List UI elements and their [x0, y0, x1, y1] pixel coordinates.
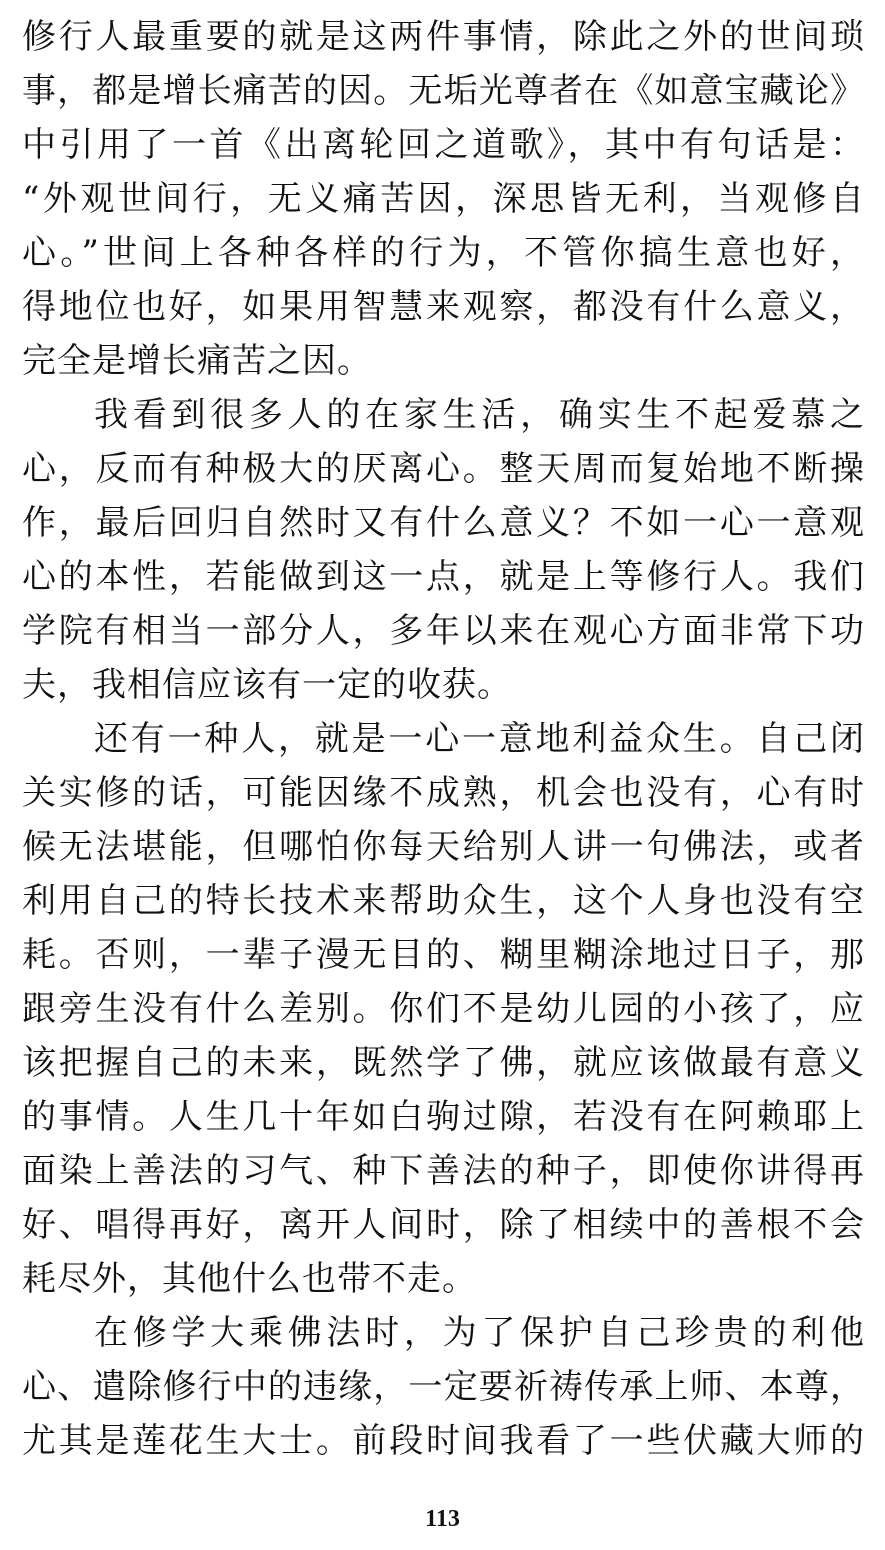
- text-line: 好、唱得再好，离开人间时，除了相续中的善根不会: [22, 1205, 865, 1245]
- paragraph-3: [22, 712, 865, 1306]
- text-line: 的事情。人生几十年如白驹过隙，若没有在阿赖耶上: [22, 1097, 865, 1137]
- text-line: 心、遣除修行中的违缘，一定要祈祷传承上师、本尊，: [22, 1367, 865, 1407]
- text-line: 得地位也好，如果用智慧来观察，都没有什么意义，: [22, 287, 865, 327]
- text-line: 修行人最重要的就是这两件事情，除此之外的世间琐: [22, 17, 865, 57]
- text-line: 中引用了一首《出离轮回之道歌》，其中有句话是：: [22, 125, 865, 165]
- paragraph-2: [22, 388, 865, 712]
- text-line: 该把握自己的未来，既然学了佛，就应该做最有意义: [22, 1043, 865, 1083]
- text-line: 夫，我相信应该有一定的收获。: [22, 665, 512, 705]
- text-line: 心的本性，若能做到这一点，就是上等修行人。我们: [22, 557, 865, 597]
- paragraph-4: [22, 1306, 865, 1468]
- text-line: 作，最后回归自然时又有什么意义？不如一心一意观: [22, 503, 865, 543]
- text-line: “外观世间行，无义痛苦因，深思皆无利，当观修自: [22, 179, 865, 219]
- text-line: 心，反而有种极大的厌离心。整天周而复始地不断操: [22, 449, 865, 489]
- text-line: 候无法堪能，但哪怕你每天给别人讲一句佛法，或者: [22, 827, 865, 867]
- text-line: 完全是增长痛苦之因。: [22, 341, 372, 381]
- text-line: 耗尽外，其他什么也带不走。: [22, 1259, 477, 1299]
- text-line: 还有一种人，就是一心一意地利益众生。自己闭: [94, 719, 865, 759]
- text-line: 跟旁生没有什么差别。你们不是幼儿园的小孩了，应: [22, 989, 865, 1029]
- page-number: 113: [425, 1506, 460, 1532]
- text-line: 我看到很多人的在家生活，确实生不起爱慕之: [94, 395, 865, 435]
- text-line: 心。”世间上各种各样的行为，不管你搞生意也好，: [22, 233, 865, 273]
- text-line: 关实修的话，可能因缘不成熟，机会也没有，心有时: [22, 773, 865, 813]
- text-line: 在修学大乘佛法时，为了保护自己珍贵的利他: [94, 1313, 865, 1353]
- paragraph-1: [22, 10, 865, 388]
- text-line: 利用自己的特长技术来帮助众生，这个人身也没有空: [22, 881, 865, 921]
- text-line: 耗。否则，一辈子漫无目的、糊里糊涂地过日子，那: [22, 935, 865, 975]
- text-line: 学院有相当一部分人，多年以来在观心方面非常下功: [22, 611, 865, 651]
- text-line: 尤其是莲花生大士。前段时间我看了一些伏藏大师的: [22, 1421, 865, 1461]
- text-line: 面染上善法的习气、种下善法的种子，即使你讲得再: [22, 1151, 865, 1191]
- page-body: [22, 10, 865, 1468]
- text-line: 事，都是增长痛苦的因。无垢光尊者在《如意宝藏论》: [22, 71, 865, 111]
